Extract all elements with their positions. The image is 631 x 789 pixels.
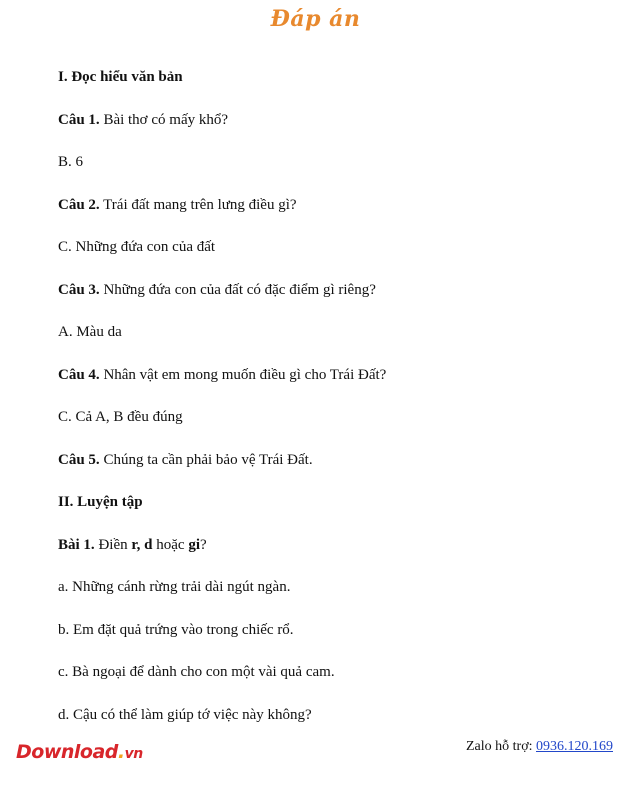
exercise-text: ? bbox=[199, 537, 207, 553]
exercise-text: Điền bbox=[94, 537, 132, 553]
answer-3: A. Màu da bbox=[58, 324, 122, 340]
page-title: Đáp án bbox=[270, 6, 361, 32]
question-2 bbox=[58, 196, 297, 214]
question-label: Câu 2. bbox=[58, 197, 100, 213]
section-heading-reading: I. Đọc hiểu văn bản bbox=[58, 69, 183, 85]
question-text: Bài thơ có mấy khổ? bbox=[99, 112, 229, 128]
zalo-support bbox=[466, 739, 613, 755]
zalo-phone-link[interactable]: 0936.120.169 bbox=[536, 739, 613, 754]
answer-2: C. Những đứa con của đất bbox=[58, 239, 216, 255]
question-text: Những đứa con của đất có đặc điểm gì riêng? bbox=[99, 282, 376, 298]
exercise-letters: gi bbox=[188, 537, 200, 553]
question-5 bbox=[58, 451, 313, 469]
exercise-text: hoặc bbox=[152, 537, 189, 553]
question-label: Câu 1. bbox=[58, 112, 100, 128]
exercise-answer-a: a. Những cánh rừng trải dài ngút ngàn. bbox=[58, 579, 291, 595]
question-text: Chúng ta cần phải bảo vệ Trái Đất. bbox=[99, 452, 313, 468]
download-logo[interactable] bbox=[16, 741, 143, 763]
answer-1: B. 6 bbox=[58, 154, 84, 170]
logo-dot: . bbox=[117, 741, 125, 763]
exercise-letters: r, d bbox=[131, 537, 153, 553]
question-3 bbox=[58, 281, 376, 299]
exercise-label: Bài 1. bbox=[58, 537, 95, 553]
section-heading-practice: II. Luyện tập bbox=[58, 494, 143, 510]
question-1 bbox=[58, 111, 228, 129]
zalo-label: Zalo hỗ trợ: bbox=[466, 739, 536, 754]
question-4 bbox=[58, 366, 386, 384]
logo-main: Download bbox=[16, 741, 118, 763]
exercise-1 bbox=[58, 536, 207, 554]
question-label: Câu 4. bbox=[58, 367, 100, 383]
answer-4: C. Cả A, B đều đúng bbox=[58, 409, 183, 425]
question-text: Nhân vật em mong muốn điều gì cho Trái Đất? bbox=[99, 367, 387, 383]
exercise-answer-b: b. Em đặt quả trứng vào trong chiếc rổ. bbox=[58, 622, 294, 638]
question-text: Trái đất mang trên lưng điều gì? bbox=[99, 197, 297, 213]
exercise-answer-c: c. Bà ngoại để dành cho con một vài quả cam. bbox=[58, 664, 335, 680]
logo-ext: vn bbox=[124, 746, 143, 762]
question-label: Câu 3. bbox=[58, 282, 100, 298]
exercise-answer-d: d. Cậu có thể làm giúp tớ việc này không? bbox=[58, 707, 312, 723]
question-label: Câu 5. bbox=[58, 452, 100, 468]
